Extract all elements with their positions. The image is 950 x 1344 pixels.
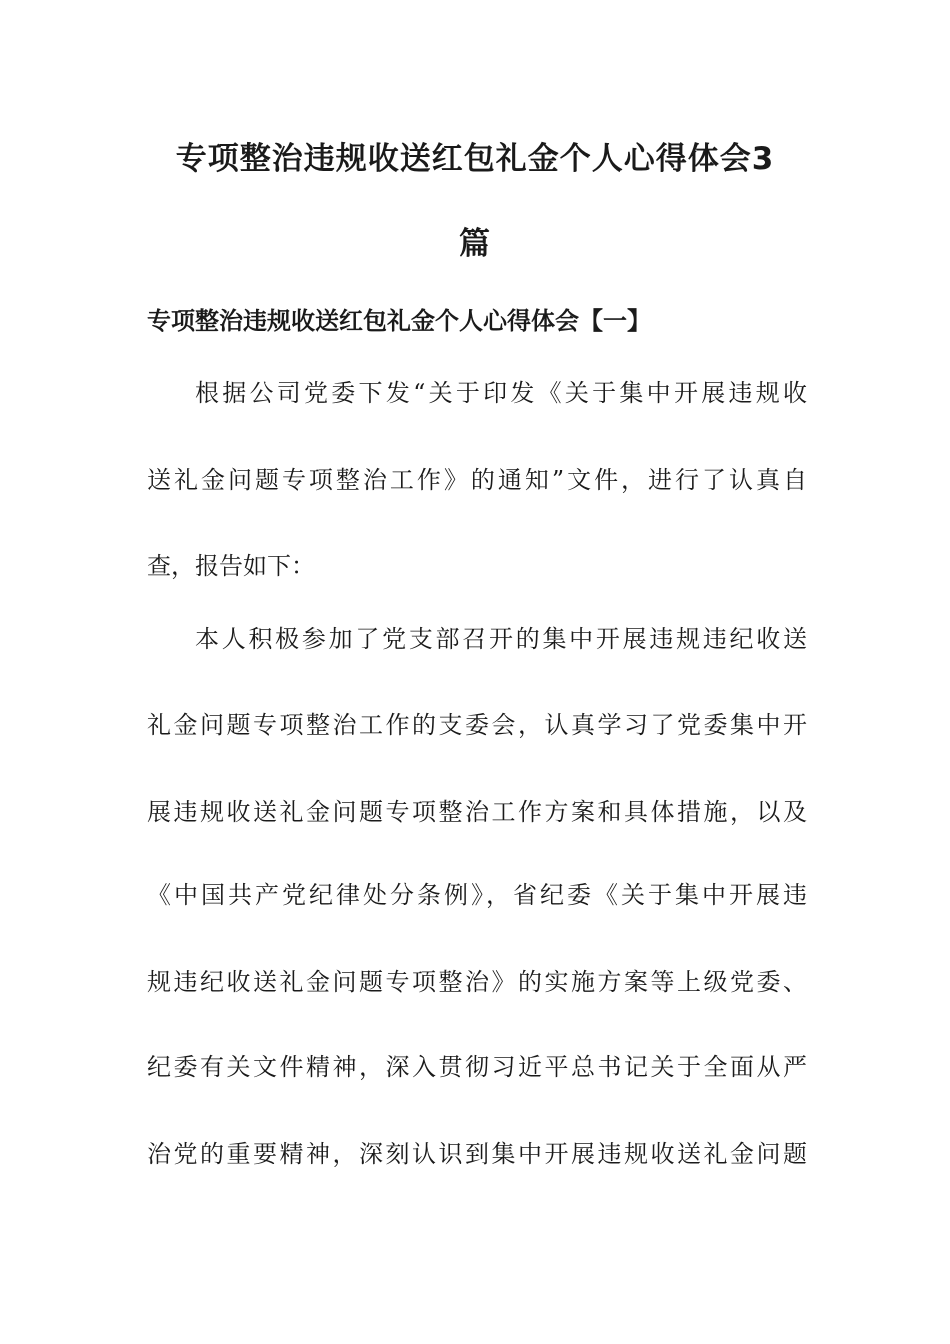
- paragraph-2-line-2: 礼金问题专项整治工作的支委会，认真学习了党委集中开: [147, 711, 807, 739]
- paragraph-2-line-7: 治党的重要精神，深刻认识到集中开展违规收送礼金问题: [147, 1140, 807, 1168]
- document-title-line-2: 篇: [459, 226, 491, 262]
- paragraph-1-line-1: 根据公司党委下发“关于印发《关于集中开展违规收: [195, 379, 807, 407]
- paragraph-2-line-3: 展违规收送礼金问题专项整治工作方案和具体措施，以及: [147, 798, 807, 826]
- paragraph-1-line-3: 查，报告如下：: [147, 552, 315, 580]
- paragraph-1-line-2: 送礼金问题专项整治工作》的通知”文件，进行了认真自: [147, 466, 807, 494]
- paragraph-2-line-1: 本人积极参加了党支部召开的集中开展违规违纪收送: [195, 625, 807, 653]
- paragraph-2-line-6: 纪委有关文件精神，深入贯彻习近平总书记关于全面从严: [147, 1053, 807, 1081]
- paragraph-2-line-4: 《中国共产党纪律处分条例》，省纪委《关于集中开展违: [147, 881, 807, 909]
- document-title-line-1: 专项整治违规收送红包礼金个人心得体会3: [175, 141, 775, 177]
- section-heading: 专项整治违规收送红包礼金个人心得体会【一】: [147, 307, 651, 335]
- paragraph-2-line-5: 规违纪收送礼金问题专项整治》的实施方案等上级党委、: [147, 968, 807, 996]
